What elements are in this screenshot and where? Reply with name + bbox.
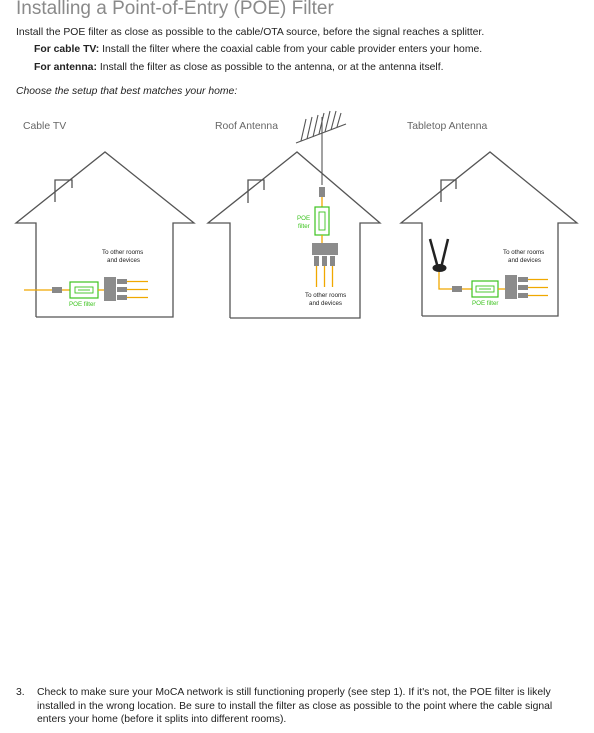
step-text: Check to make sure your MoCA network is still functioning properly (see step 1). If it's not, the POE filter is likely installed in the wrong location. Be sure to install the filter as close as possible to the point where the cable signal enters your home (before it splits into different rooms). [37, 687, 553, 725]
coax-connector [319, 187, 325, 197]
poe-filter-label-line1: POE [297, 215, 311, 222]
house-cable-tv [16, 152, 194, 317]
antenna-text: Install the filter as close as possible to the antenna, or at the antenna itself. [96, 62, 444, 73]
house-roof-antenna [208, 111, 380, 318]
splitter [505, 275, 517, 299]
destination-label-line2: and devices [309, 300, 343, 307]
destination-label-line2: and devices [107, 257, 141, 264]
poe-filter-label: POE filter [472, 300, 499, 307]
chimney [55, 180, 72, 202]
cable-tv-instruction [34, 44, 482, 55]
destination-label-line1: To other rooms [305, 292, 347, 299]
tabletop-antenna [430, 239, 448, 272]
intro-text: Install the POE filter as close as possible to the cable/OTA source, before the signal reaches a splitter. [16, 27, 485, 38]
antenna-instruction [34, 62, 444, 73]
house-outline [208, 152, 380, 318]
caption-tabletop-antenna: Tabletop Antenna [407, 121, 488, 132]
choose-prompt: Choose the setup that best matches your home: [16, 86, 238, 97]
caption-cable-tv: Cable TV [23, 121, 67, 132]
coax-connector [52, 287, 62, 293]
antenna-label: For antenna: [34, 62, 97, 73]
poe-filter-label-line2: filter [298, 223, 310, 230]
splitter [104, 277, 116, 301]
cable-tv-text: Install the filter where the coaxial cable from your cable provider enters your home. [99, 44, 483, 55]
cable-tv-label: For cable TV: [34, 44, 100, 55]
coax-connector [452, 286, 462, 292]
antenna-cable [439, 272, 452, 289]
roof-antenna [296, 111, 346, 185]
chimney [441, 180, 456, 202]
house-tabletop-antenna [401, 152, 577, 316]
splitter [312, 243, 338, 255]
page-title: Installing a Point-of-Entry (POE) Filter [16, 0, 334, 19]
destination-label-line1: To other rooms [503, 249, 545, 256]
destination-label-line2: and devices [508, 257, 542, 264]
poe-filter [315, 207, 329, 235]
setup-diagrams [0, 105, 594, 330]
chimney [248, 180, 264, 203]
caption-roof-antenna: Roof Antenna [215, 121, 278, 132]
destination-label-line1: To other rooms [102, 249, 144, 256]
poe-filter-label: POE filter [69, 301, 96, 308]
step-number: 3. [16, 687, 25, 698]
